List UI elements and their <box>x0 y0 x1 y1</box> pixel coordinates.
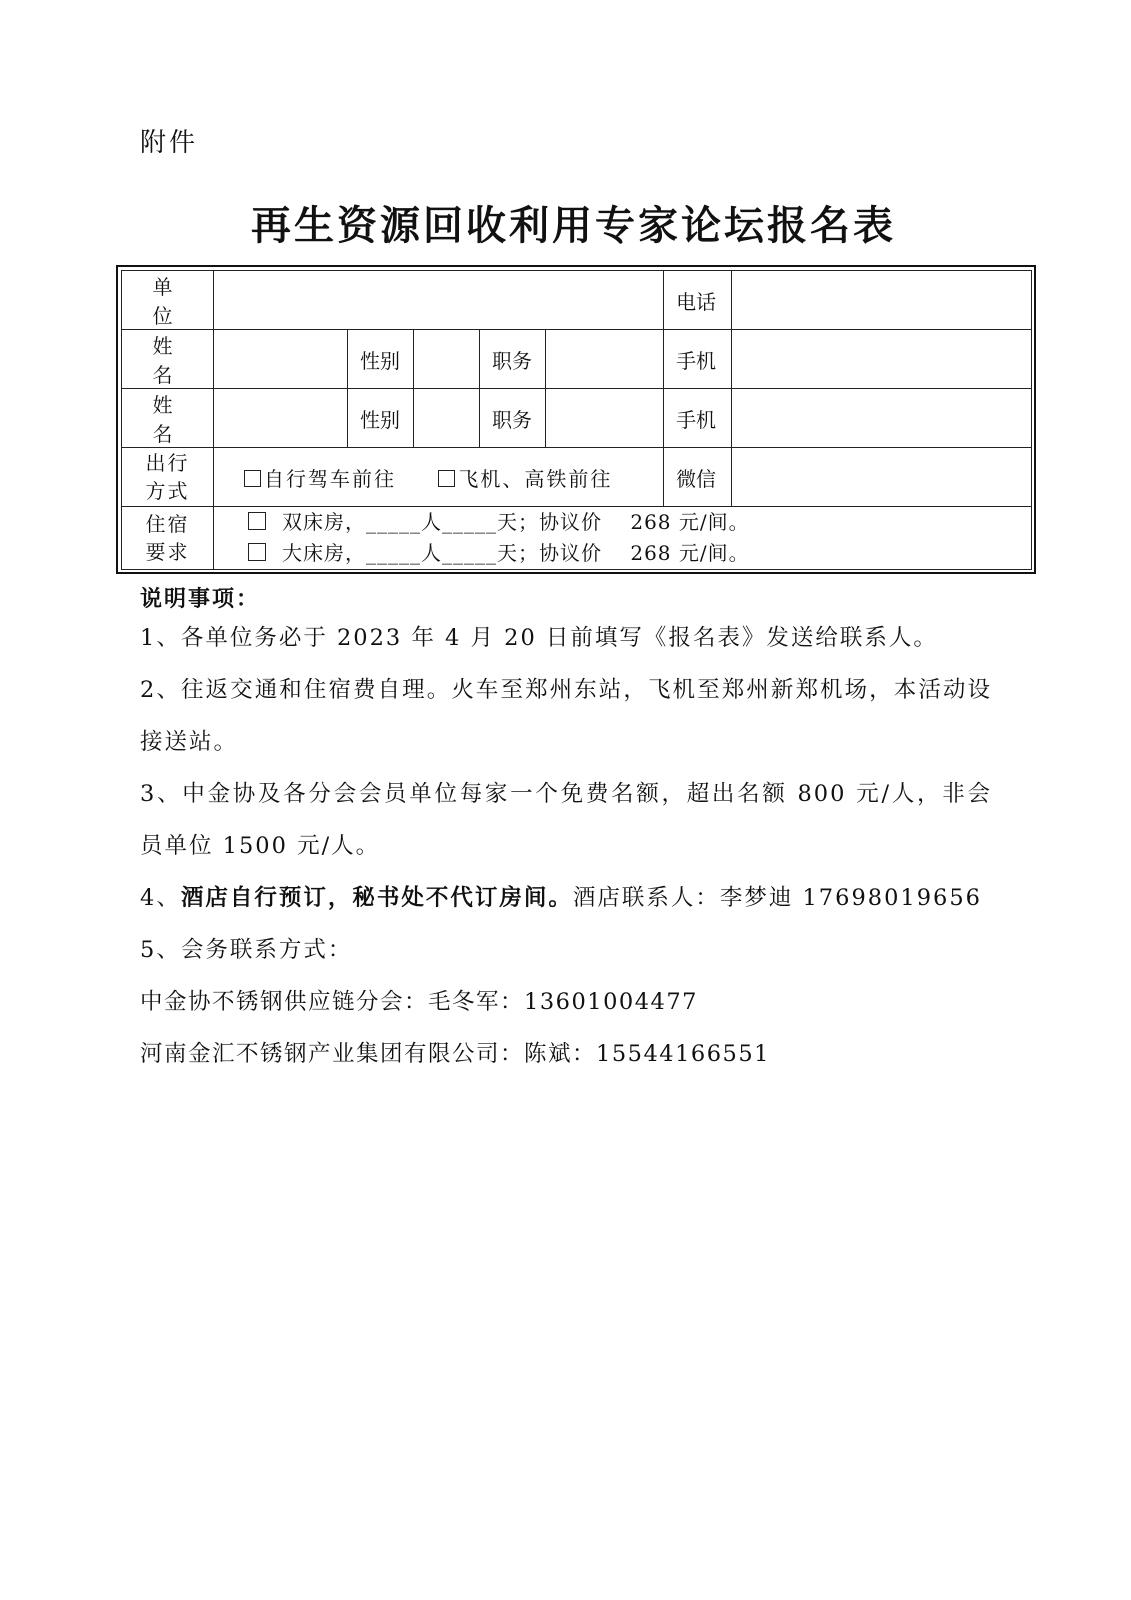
unit-label: 单 位 <box>122 271 214 330</box>
note-item-3: 3、中金协及各分会会员单位每家一个免费名额，超出名额 800 元/人，非会员单位 1500 元/人。 <box>140 781 992 859</box>
travel-label <box>122 448 214 507</box>
note-item-2: 2、往返交通和住宿费自理。火车至郑州东站，飞机至郑州新郑机场，本活动设接送站。 <box>140 677 992 755</box>
phone-label: 电话 <box>664 271 732 330</box>
position-field[interactable] <box>546 389 664 448</box>
mobile-label: 手机 <box>664 389 732 448</box>
mobile-field[interactable] <box>732 389 1032 448</box>
contact-line-1: 中金协不锈钢供应链分会：毛冬军：13601004477 <box>140 989 698 1015</box>
name-label: 姓 名 <box>122 330 214 389</box>
position-label: 职务 <box>480 389 546 448</box>
travel-label-line1: 出行 <box>145 451 190 475</box>
note-item-4 <box>140 872 992 924</box>
wechat-label: 微信 <box>664 448 732 507</box>
note-item-4-rest: 酒店联系人：李梦迪 17698019656 <box>572 885 982 911</box>
lodging-option-king[interactable] <box>214 538 1031 569</box>
form-row-unit <box>122 271 1032 330</box>
attachment-label: 附件 <box>140 128 199 158</box>
note-item-4-emphasis: 酒店自行预订，秘书处不代订房间。 <box>180 885 573 911</box>
checkbox-icon[interactable] <box>248 543 266 561</box>
page-title: 再生资源回收利用专家论坛报名表 <box>251 203 896 249</box>
gender-field[interactable] <box>414 330 480 389</box>
checkbox-icon[interactable] <box>244 470 261 487</box>
gender-field[interactable] <box>414 389 480 448</box>
travel-label-line2: 方式 <box>145 479 190 503</box>
lodging-option-twin-label: 双床房，_____人_____天；协议价 268 元/间。 <box>282 510 750 534</box>
travel-option-drive-label: 自行驾车前往 <box>264 466 396 491</box>
form-row-attendee-1 <box>122 330 1032 389</box>
contact-line-2: 河南金汇不锈钢产业集团有限公司：陈斌：15544166551 <box>140 1041 770 1067</box>
name-label: 姓 名 <box>122 389 214 448</box>
travel-option-flight-rail-label: 飞机、高铁前往 <box>458 466 613 491</box>
position-field[interactable] <box>546 330 664 389</box>
lodging-option-twin[interactable] <box>214 507 1031 538</box>
notes-list <box>140 612 992 1080</box>
travel-option-drive[interactable] <box>244 463 396 492</box>
position-label: 职务 <box>480 330 546 389</box>
note-item-5: 5、会务联系方式： <box>140 937 353 963</box>
gender-label: 性别 <box>348 389 414 448</box>
form-row-lodging <box>122 507 1032 570</box>
lodging-label <box>122 507 214 570</box>
phone-field[interactable] <box>732 271 1032 330</box>
notes-heading: 说明事项： <box>140 587 261 612</box>
registration-form <box>116 265 1036 574</box>
note-item-4-prefix: 4、 <box>140 885 181 911</box>
form-row-travel <box>122 448 1032 507</box>
lodging-options <box>214 507 1032 570</box>
travel-option-flight-rail[interactable] <box>438 463 612 492</box>
gender-label: 性别 <box>348 330 414 389</box>
lodging-option-king-label: 大床房，_____人_____天；协议价 268 元/间。 <box>282 541 750 565</box>
lodging-label-line2: 要求 <box>145 540 190 564</box>
note-item-1: 1、各单位务必于 2023 年 4 月 20 日前填写《报名表》发送给联系人。 <box>140 625 938 651</box>
form-row-attendee-2 <box>122 389 1032 448</box>
travel-options <box>214 448 664 507</box>
lodging-label-line1: 住宿 <box>145 512 190 536</box>
unit-field[interactable] <box>214 271 664 330</box>
wechat-field[interactable] <box>732 448 1032 507</box>
mobile-field[interactable] <box>732 330 1032 389</box>
name-field[interactable] <box>214 330 348 389</box>
name-field[interactable] <box>214 389 348 448</box>
mobile-label: 手机 <box>664 330 732 389</box>
checkbox-icon[interactable] <box>438 470 455 487</box>
checkbox-icon[interactable] <box>248 512 266 530</box>
